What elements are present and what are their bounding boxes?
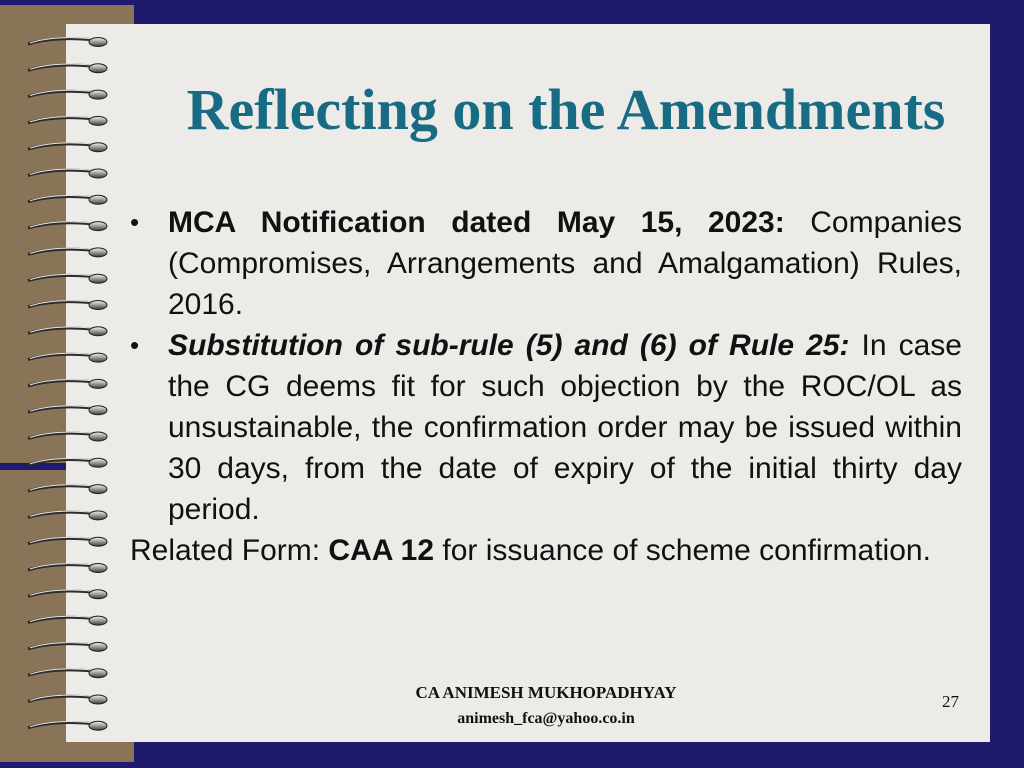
bullet-item-substitution xyxy=(130,325,962,530)
spiral-coil xyxy=(28,695,107,704)
spiral-coil xyxy=(28,222,107,231)
spiral-coil xyxy=(28,248,107,257)
spiral-coil xyxy=(28,38,107,47)
slide-title: Reflecting on the Amendments xyxy=(186,77,946,142)
spiral-coil xyxy=(28,195,107,204)
bullet-lead: Substitution of sub-rule (5) and (6) of Rule 25: xyxy=(168,329,850,362)
related-form-prefix: Related Form: xyxy=(130,534,321,567)
spiral-coil xyxy=(28,301,107,310)
spiral-coil xyxy=(28,90,107,99)
spiral-coil xyxy=(28,458,107,467)
spiral-coil xyxy=(28,116,107,125)
spiral-coil xyxy=(28,379,107,388)
slide-content xyxy=(130,202,962,571)
spiral-coil xyxy=(28,590,107,599)
spiral-coil xyxy=(28,169,107,178)
author-name: CA ANIMESH MUKHOPADHYAY xyxy=(415,683,677,702)
page-number: 27 xyxy=(942,692,959,711)
spiral-coil xyxy=(28,274,107,283)
footer xyxy=(321,680,771,732)
spiral-coil xyxy=(28,537,107,546)
related-form-paragraph xyxy=(130,530,962,571)
spiral-binding xyxy=(0,28,118,740)
spiral-coil xyxy=(28,64,107,73)
related-form-suffix: for issuance of scheme confirmation. xyxy=(442,534,931,567)
spiral-coil xyxy=(28,564,107,573)
spiral-coil xyxy=(28,432,107,441)
bullet-item-notification xyxy=(130,202,962,325)
spiral-coil xyxy=(28,669,107,678)
bullet-icon: • xyxy=(130,207,140,237)
spiral-coil xyxy=(28,143,107,152)
bullet-list xyxy=(130,202,962,530)
spiral-coil xyxy=(28,721,107,730)
spiral-coil xyxy=(28,406,107,415)
spiral-coil xyxy=(28,485,107,494)
related-form-code: CAA 12 xyxy=(328,534,435,567)
spiral-coil xyxy=(28,642,107,651)
spiral-coil xyxy=(28,353,107,362)
bullet-icon: • xyxy=(130,330,140,360)
spiral-coil xyxy=(28,616,107,625)
paper-page xyxy=(66,24,990,742)
author-email: animesh_fca@yahoo.co.in xyxy=(457,710,635,727)
spiral-coil xyxy=(28,511,107,520)
bullet-body: Companies (Compromises, Arrangements and Amalgamation) Rules, 2016. xyxy=(168,206,962,321)
spiral-coil xyxy=(28,327,107,336)
bullet-lead: MCA Notification dated May 15, 2023: xyxy=(168,206,785,239)
bullet-body: In case the CG deems fit for such objection by the ROC/OL as unsustainable, the confirmation order may be issued within 30 days, from the date of expiry of the initial thirty day period. xyxy=(168,329,962,526)
